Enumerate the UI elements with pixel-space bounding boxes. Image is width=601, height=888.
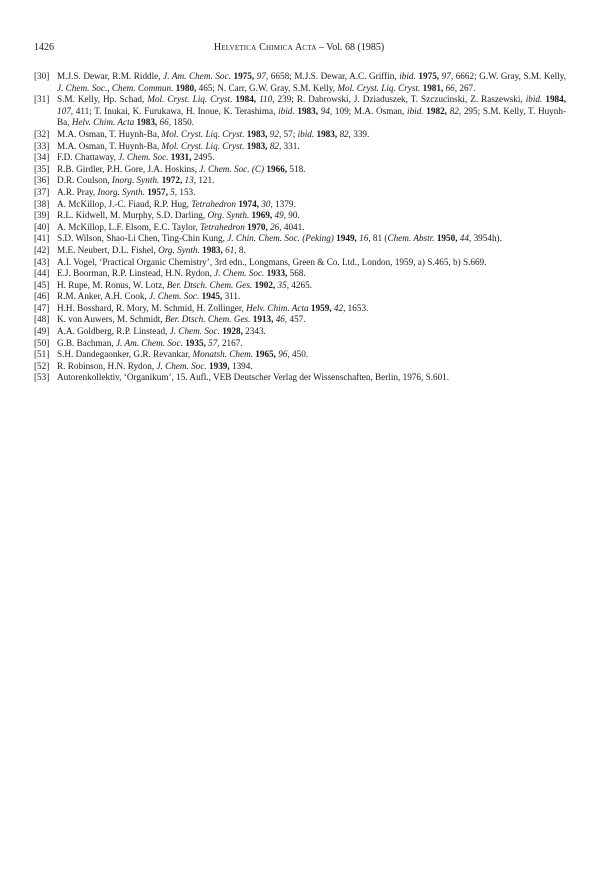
- citation-text: G.B. Bachman,: [57, 337, 116, 348]
- citation-year: 1983,: [246, 128, 268, 139]
- citation-italic: J. Chem. Soc.: [156, 360, 207, 371]
- citation-text: 121.: [196, 175, 215, 186]
- reference-text: [57, 94, 566, 129]
- reference-number: [44]: [34, 268, 50, 279]
- page-number: 1426: [34, 42, 54, 53]
- citation-italic: 44,: [459, 233, 472, 244]
- reference-item: [34, 222, 566, 234]
- citation-italic: 16,: [359, 233, 371, 244]
- reference-number: [48]: [34, 314, 50, 325]
- citation-italic: ibid.: [399, 71, 416, 81]
- citation-text: 1653.: [345, 302, 369, 313]
- citation-text: R.L. Kidwell, M. Murphy, S.D. Darling,: [57, 210, 208, 221]
- citation-year: 1949,: [336, 233, 357, 244]
- citation-year: 1970,: [247, 221, 268, 232]
- citation-text: 4265.: [288, 279, 312, 290]
- citation-text: 339.: [350, 128, 370, 139]
- citation-year: 1928,: [222, 326, 243, 337]
- citation-text: 568.: [287, 268, 306, 279]
- reference-number: [42]: [34, 244, 50, 255]
- citation-text: 109; M.A. Osman,: [332, 105, 408, 116]
- citation-text: E.J. Boorman, R.P. Linstead, H.N. Rydon,: [57, 268, 215, 279]
- reference-text: [57, 233, 566, 245]
- reference-item: [34, 141, 566, 153]
- reference-text: [57, 361, 566, 373]
- citation-italic: J. Chem. Soc., Chem. Commun.: [57, 82, 174, 93]
- citation-italic: Monatsh. Chem.: [192, 349, 253, 360]
- citation-italic: 66,: [159, 117, 171, 128]
- citation-year: 1983,: [136, 117, 158, 128]
- citation-italic: J. Chin. Chem. Soc. (Peking): [227, 233, 334, 244]
- citation-year: 1902,: [254, 279, 276, 290]
- running-header: [34, 41, 564, 55]
- reference-text: [57, 280, 566, 292]
- reference-text: [57, 349, 566, 361]
- reference-number: [37]: [34, 186, 50, 197]
- citation-year: 1984,: [545, 94, 567, 105]
- citation-italic: J. Am. Chem. Soc.: [163, 71, 231, 81]
- citation-text: 153.: [177, 186, 196, 197]
- citation-year: 1983,: [246, 140, 268, 151]
- citation-italic: Inorg. Synth.: [97, 186, 145, 197]
- reference-item: [34, 210, 566, 222]
- citation-text: 465; N. Carr, G.W. Gray, S.M. Kelly,: [196, 82, 338, 93]
- citation-text: S.M. Kelly, Hp. Schad,: [57, 94, 148, 105]
- citation-italic: 110,: [259, 94, 275, 105]
- reference-item: [34, 280, 566, 292]
- reference-item: [34, 303, 566, 315]
- citation-text: F.D. Chattaway,: [57, 152, 119, 163]
- citation-year: 1950,: [436, 233, 458, 244]
- citation-year: 1983,: [202, 244, 223, 255]
- citation-italic: 26,: [270, 221, 282, 232]
- reference-item: [34, 349, 566, 361]
- citation-text: R.B. Girdler, P.H. Gore, J.A. Hoskins,: [57, 163, 200, 174]
- reference-number: [40]: [34, 221, 50, 232]
- citation-year: 1983,: [297, 105, 319, 116]
- citation-text: 1379.: [272, 198, 296, 209]
- citation-year: 1975,: [233, 71, 255, 81]
- reference-item: [34, 187, 566, 199]
- citation-italic: J. Am. Chem. Soc.: [115, 337, 183, 348]
- reference-number: [47]: [34, 302, 50, 313]
- citation-text: 2167.: [219, 337, 243, 348]
- reference-text: [57, 141, 566, 153]
- citation-year: 1931,: [170, 152, 192, 163]
- reference-text: [57, 291, 566, 303]
- reference-item: [34, 94, 566, 129]
- citation-italic: 30,: [261, 198, 273, 209]
- reference-number: [43]: [34, 256, 50, 267]
- citation-text: 57;: [281, 128, 298, 139]
- citation-italic: Org. Synth.: [158, 244, 200, 255]
- citation-text: Autorenkollektiv, ‘Organikum’, 15. Aufl., VEB Deutscher Verlag der Wissenschaften, Berlin, 1976, S.601.: [57, 372, 450, 383]
- reference-item: [34, 372, 566, 384]
- citation-italic: 5,: [170, 186, 178, 197]
- citation-text: 3954h).: [471, 233, 502, 244]
- citation-text: 331.: [281, 140, 300, 151]
- citation-year: 1935,: [185, 337, 206, 348]
- reference-text: [57, 164, 566, 176]
- citation-text: R.M. Anker, A.H. Cook,: [57, 291, 150, 302]
- citation-italic: 92,: [269, 128, 282, 139]
- reference-number: [34]: [34, 152, 50, 163]
- citation-text: 457.: [287, 314, 306, 325]
- citation-italic: J. Chem. Soc.: [214, 268, 265, 279]
- citation-italic: 42,: [333, 302, 346, 313]
- citation-text: D.R. Coulson,: [57, 175, 112, 186]
- reference-number: [46]: [34, 291, 50, 302]
- citation-italic: J. Chem. Soc.: [169, 326, 220, 337]
- citation-italic: J. Chem. Soc.: [118, 152, 169, 163]
- citation-text: H. Rupe, M. Ronus, W. Lotz,: [57, 279, 167, 290]
- reference-number: [36]: [34, 175, 50, 186]
- reference-item: [34, 257, 566, 269]
- citation-text: 2495.: [191, 152, 215, 163]
- reference-list: [34, 71, 566, 384]
- citation-italic: ibid.: [407, 105, 424, 116]
- citation-text: M.J.S. Dewar, R.M. Riddle,: [57, 71, 164, 81]
- citation-text: M.A. Osman, T. Huynh-Ba,: [57, 128, 162, 139]
- reference-number: [49]: [34, 326, 50, 337]
- citation-italic: 96,: [278, 349, 290, 360]
- citation-text: A.A. Goldberg, R.P. Linstead,: [57, 326, 170, 337]
- citation-year: 1913,: [252, 314, 274, 325]
- reference-text: [57, 314, 566, 326]
- citation-italic: Helv. Chim. Acta: [246, 302, 309, 313]
- reference-number: [52]: [34, 360, 50, 371]
- reference-text: [57, 199, 566, 211]
- citation-text: 4041.: [281, 221, 305, 232]
- reference-item: [34, 152, 566, 164]
- reference-item: [34, 338, 566, 350]
- citation-italic: Mol. Cryst. Liq. Cryst.: [337, 82, 421, 93]
- citation-text: 81 (: [370, 233, 388, 244]
- citation-text: 2343.: [242, 326, 266, 337]
- citation-text: H.H. Bosshard, R. Mory, M. Schmid, H. Zollinger,: [57, 302, 247, 313]
- reference-item: [34, 314, 566, 326]
- reference-item: [34, 199, 566, 211]
- citation-italic: Tetrahedron: [191, 198, 237, 209]
- citation-italic: 82,: [449, 105, 462, 116]
- citation-year: 1982,: [426, 105, 447, 116]
- citation-year: 1984,: [235, 94, 257, 105]
- citation-italic: Mol. Cryst. Liq. Cryst.: [147, 94, 233, 105]
- citation-italic: 13,: [184, 175, 197, 186]
- citation-text: 90.: [286, 210, 300, 221]
- citation-text: S.D. Wilson, Shao-Li Chen, Ting-Chin Kung,: [57, 233, 228, 244]
- citation-italic: Chem. Abstr.: [387, 233, 435, 244]
- citation-italic: 57,: [208, 337, 220, 348]
- citation-year: 1945,: [201, 291, 223, 302]
- reference-item: [34, 164, 566, 176]
- citation-italic: 107,: [57, 105, 74, 116]
- reference-item: [34, 175, 566, 187]
- citation-italic: ibid.: [278, 105, 295, 116]
- citation-text: 311.: [222, 291, 241, 302]
- citation-italic: 46,: [275, 314, 288, 325]
- citation-italic: 66,: [445, 82, 458, 93]
- reference-text: [57, 245, 566, 257]
- reference-text: [57, 210, 566, 222]
- citation-text: M.A. Osman, T. Huynh-Ba,: [57, 140, 162, 151]
- citation-italic: Org. Synth.: [207, 210, 250, 221]
- citation-year: 1983,: [316, 128, 338, 139]
- reference-text: [57, 257, 566, 269]
- reference-item: [34, 326, 566, 338]
- reference-number: [50]: [34, 337, 50, 348]
- journal-name: Helvetica Chimica Acta: [213, 42, 317, 53]
- reference-number: [53]: [34, 372, 50, 383]
- reference-number: [45]: [34, 279, 50, 290]
- citation-year: 1974,: [238, 198, 259, 209]
- citation-year: 1933,: [266, 268, 288, 279]
- citation-text: A. McKillop, L.F. Elsom, E.C. Taylor,: [57, 221, 201, 232]
- citation-text: A. McKillop, J.-C. Fiaud, R.P. Hug,: [57, 198, 192, 209]
- citation-text: 8.: [236, 244, 246, 255]
- citation-year: 1969,: [251, 210, 273, 221]
- reference-number: [38]: [34, 198, 50, 209]
- reference-text: [57, 71, 566, 94]
- citation-italic: ibid.: [297, 128, 315, 139]
- reference-item: [34, 71, 566, 94]
- journal-volume: – Vol. 68 (1985): [318, 42, 385, 53]
- reference-number: [35]: [34, 163, 50, 174]
- citation-italic: J. Chem. Soc.: [149, 291, 200, 302]
- reference-text: [57, 187, 566, 199]
- citation-italic: 35,: [277, 279, 289, 290]
- reference-text: [57, 129, 566, 141]
- reference-number: [39]: [34, 210, 50, 221]
- citation-text: 267.: [457, 82, 476, 93]
- citation-text: 411; T. Inukai, K. Furukawa, H. Inoue, K. Terashima,: [73, 105, 279, 116]
- citation-italic: 97,: [441, 71, 454, 81]
- citation-text: 239; R. Dabrowski, J. Dziaduszek, T. Szczucinski, Z. Raszewski,: [274, 94, 526, 105]
- citation-year: 1975,: [418, 71, 440, 81]
- reference-item: [34, 361, 566, 373]
- citation-italic: 82,: [339, 128, 351, 139]
- citation-year: 1980,: [175, 82, 197, 93]
- citation-italic: 97,: [256, 71, 269, 81]
- citation-text: 1394.: [229, 360, 253, 371]
- reference-number: [41]: [34, 233, 50, 244]
- citation-text: 6662; G.W. Gray, S.M. Kelly,: [453, 71, 567, 81]
- citation-italic: 61,: [225, 244, 237, 255]
- citation-text: S.H. Dandegaonker, G.R. Revankar,: [57, 349, 193, 360]
- citation-text: 1850.: [171, 117, 194, 128]
- citation-year: 1939,: [209, 360, 230, 371]
- citation-text: 518.: [287, 163, 306, 174]
- citation-text: A.R. Pray,: [57, 186, 98, 197]
- citation-year: 1959,: [310, 302, 332, 313]
- reference-number: [31]: [34, 94, 50, 105]
- reference-number: [33]: [34, 140, 50, 151]
- reference-item: [34, 129, 566, 141]
- citation-italic: Mol. Cryst. Liq. Cryst.: [161, 140, 245, 151]
- citation-year: 1966,: [266, 163, 288, 174]
- reference-item: [34, 245, 566, 257]
- citation-text: K. von Auwers, M. Schmidt,: [57, 314, 165, 325]
- citation-text: 6658; M.J.S. Dewar, A.C. Griffin,: [268, 71, 400, 81]
- journal-header: [34, 41, 564, 55]
- reference-text: [57, 372, 566, 384]
- reference-number: [32]: [34, 128, 50, 139]
- reference-text: [57, 175, 566, 187]
- citation-year: 1965,: [255, 349, 276, 360]
- citation-italic: Helv. Chim. Acta: [71, 117, 135, 128]
- citation-year: 1957,: [147, 186, 168, 197]
- citation-text: M.E. Neubert, D.L. Fishel,: [57, 244, 159, 255]
- citation-year: 1981,: [422, 82, 444, 93]
- citation-italic: Ber. Dtsch. Chem. Ges.: [164, 314, 251, 325]
- citation-text: R. Robinson, H.N. Rydon,: [57, 360, 157, 371]
- citation-italic: Tetrahedron: [200, 221, 245, 232]
- reference-item: [34, 291, 566, 303]
- citation-year: 1972,: [161, 175, 183, 186]
- reference-number: [30]: [34, 71, 50, 81]
- reference-item: [34, 233, 566, 245]
- citation-italic: Ber. Dtsch. Chem. Ges.: [166, 279, 253, 290]
- citation-italic: 82,: [269, 140, 282, 151]
- citation-italic: Inorg. Synth.: [111, 175, 160, 186]
- citation-italic: J. Chem. Soc. (C): [199, 163, 265, 174]
- reference-item: [34, 268, 566, 280]
- reference-text: [57, 152, 566, 164]
- citation-text: 450.: [289, 349, 309, 360]
- reference-text: [57, 338, 566, 350]
- reference-text: [57, 326, 566, 338]
- citation-italic: ibid.: [525, 94, 543, 105]
- reference-number: [51]: [34, 349, 50, 360]
- citation-italic: 94,: [320, 105, 333, 116]
- reference-text: [57, 303, 566, 315]
- reference-text: [57, 268, 566, 280]
- citation-italic: Mol. Cryst. Liq. Cryst.: [161, 128, 245, 139]
- citation-text: A.I. Vogel, ‘Practical Organic Chemistry’, 3rd edn., Longmans, Green & Co. Ltd., London, 1959, a) S.465, b) S.669.: [57, 256, 487, 267]
- citation-italic: 49,: [274, 210, 286, 221]
- citation-text: 295; S.M. Kelly, T. Huynh-Ba,: [57, 105, 567, 128]
- reference-text: [57, 222, 566, 234]
